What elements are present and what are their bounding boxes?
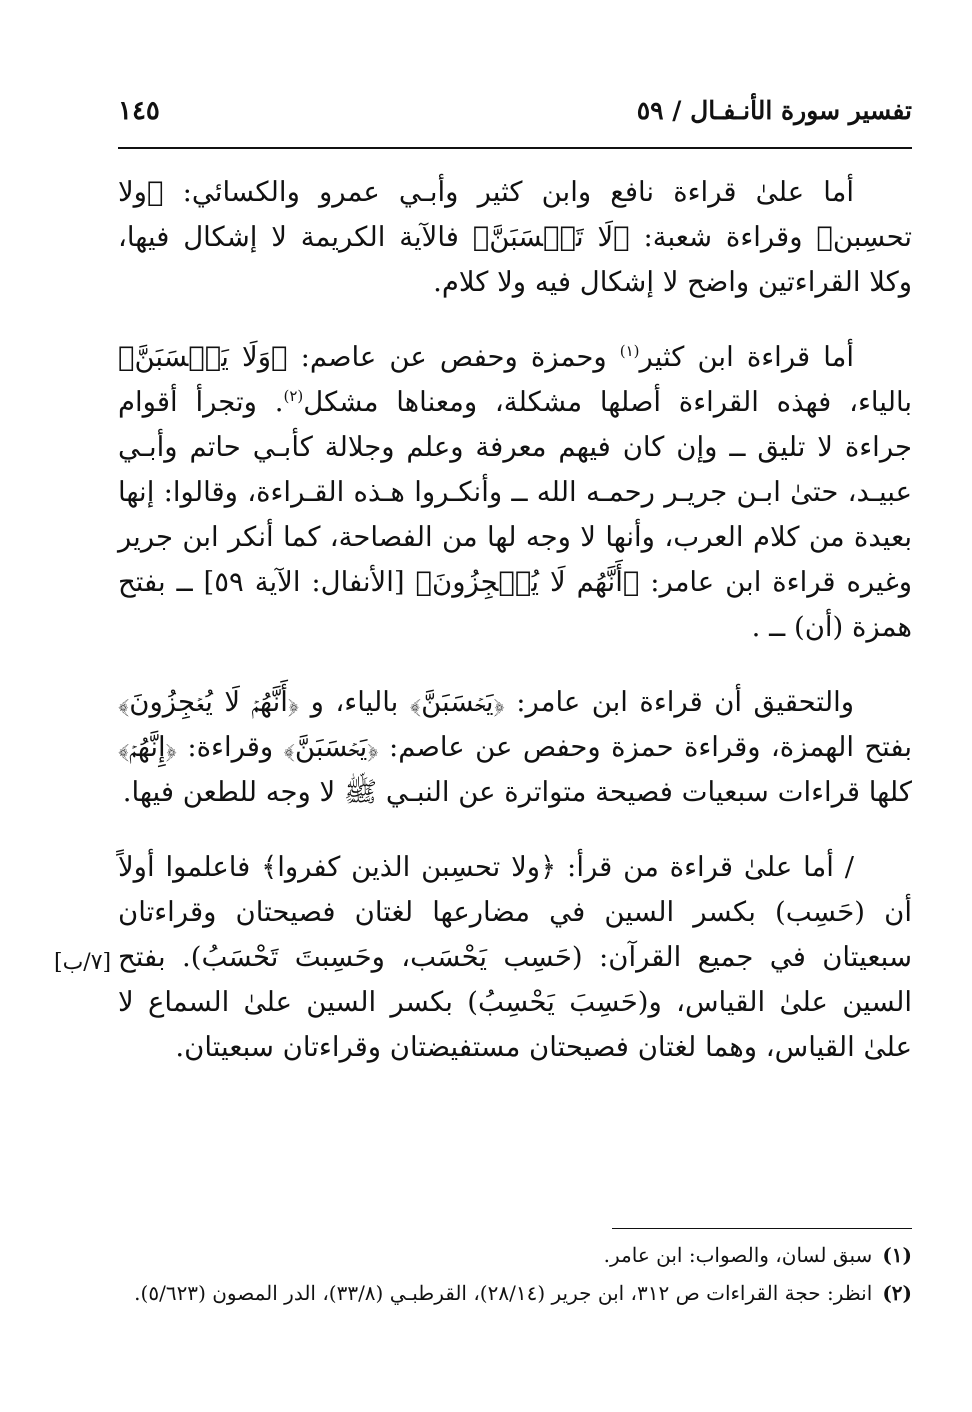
manuscript-folio-note: [٧/ب] xyxy=(54,950,112,975)
main-text xyxy=(118,170,912,1080)
running-header xyxy=(118,92,912,132)
footnote-ref-1[interactable]: (١) xyxy=(619,341,640,360)
paragraph-3: والتحقيق أن قراءة ابن عامر: ﴿يَحۡسَبَنَّ﴾ بالياء، و ﴿أَنَّهُمۡ لَا يُعۡجِزُونَ﴾ بفتح الهمزة، وقراءة حمزة وحفص عن عاصم: ﴿يَحۡسَبَنَّ﴾ وقراءة: ﴿إِنَّهُمۡ﴾ كلها قراءات سبعيات فصيحة متواترة عن النبـي ﷺ لا وجه للطعن فيها. xyxy=(118,686,912,808)
header-rule xyxy=(118,147,912,149)
paragraph-2 xyxy=(118,335,912,650)
footnote-ref-2[interactable]: (٢) xyxy=(283,386,304,405)
paragraph-2-part-a: أما قراءة ابن كثير xyxy=(639,341,854,373)
paragraph-2-part-c: . وتجرأ أقوام جراءة لا تليق ــ وإن كان فيهم معرفة وعلم وجلالة كأبـي حاتم وأبـي عبيـد، حتىٰ ابـن جريـر رحمـه الله ــ وأنكـروا هـذه القـراءة، وقالوا: إنها بعيدة من كلام العرب، وأنها لا وجه لها من الفصاحة، كما أنكر ابن جرير وغيره قراءة ابن عامر: ﴿أَنَّهُم لَا يُعۡجِزُونَ﴾ [الأنفال: الآية ٥٩] ــ بفتح همزة (أن) ــ . xyxy=(118,386,912,643)
footnote-1-number: (١) xyxy=(882,1243,912,1267)
footnote-2 xyxy=(118,1274,912,1312)
footnote-1 xyxy=(118,1236,912,1274)
page-number: ١٤٥ xyxy=(118,96,160,126)
paragraph-2-part-b: وحمزة وحفص عن عاصم: ﴿وَلَا يَحۡسَبَنَّ﴾ بالياء، فهذه القراءة أصلها مشكلة، ومعناها مشكل xyxy=(118,341,912,418)
paragraph-4: / أما علىٰ قراءة من قرأ: ﴿ولا تحسِبن الذين كفروا﴾ فاعلموا أولاً أن (حَسِب) بكسر السين في مضارعها لغتان فصيحتان وقراءتان سبعيتان في جميع القرآن: (حَسِب يَحْسَب، وحَسِبتَ تَحْسَبُ). بفتح السين علىٰ القياس، و(حَسِبَ يَحْسِبُ) بكسر السين علىٰ السماع لا علىٰ القياس، وهما لغتان فصيحتان مستفيضتان وقراءتان سبعيتان. xyxy=(118,851,912,1063)
footnotes xyxy=(118,1236,912,1312)
header-title: تفسير سورة الأنـفـال / ٥٩ xyxy=(636,96,912,125)
footnote-1-text: سبق لسان، والصواب: ابن عامر. xyxy=(603,1243,873,1267)
paragraph-1: أما علىٰ قراءة نافع وابن كثير وأبـي عمرو والكسائي: ﴿ولا تحسِبن﴾ وقراءة شعبة: ﴿لَا تَحۡسَبَنَّ﴾ فالآية الكريمة لا إشكال فيها، وكلا القراءتين واضح لا إشكال فيه ولا كلام. xyxy=(118,176,912,298)
footnote-rule xyxy=(612,1228,912,1229)
footnote-2-number: (٢) xyxy=(882,1281,912,1305)
footnote-2-text: انظر: حجة القراءات ص ٣١٢، ابن جرير (٢٨/١٤)، القرطبـي (٣٣/٨)، الدر المصون (٥/٦٢٣). xyxy=(134,1281,873,1305)
